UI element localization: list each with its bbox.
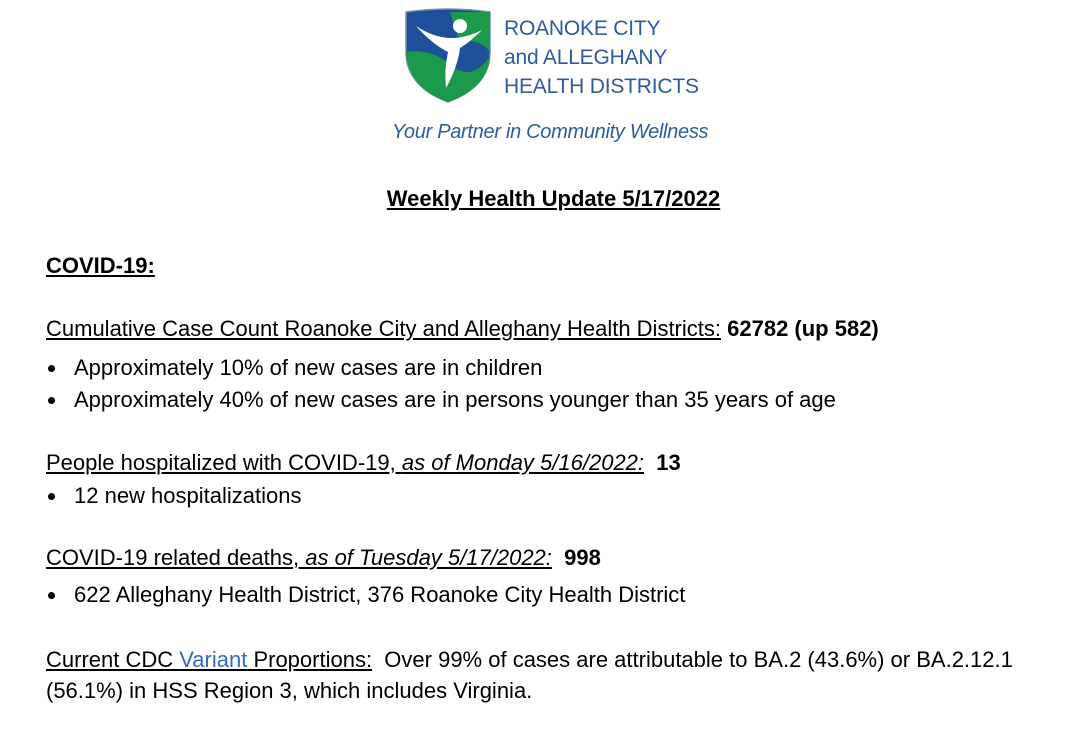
cases-value: 62782 (up 582)	[727, 316, 879, 341]
person-figure-shield-icon	[402, 8, 494, 104]
page-title-text: Weekly Health Update 5/17/2022	[386, 186, 721, 211]
deaths-value: 998	[564, 545, 601, 570]
variants-text: Over 99% of cases are attributable to BA.2 (43.6%) or BA.2.12.1 (56.1%) in HSS Region 3, which includes Virginia.	[46, 647, 1013, 703]
cases-section	[46, 314, 1061, 416]
logo-line-3: HEALTH DISTRICTS	[504, 75, 699, 98]
list-item: Approximately 10% of new cases are in children	[46, 352, 1061, 384]
tagline: Your Partner in Community Wellness	[392, 121, 709, 143]
page-title	[0, 186, 1081, 212]
deaths-label-date: as of Tuesday 5/17/2022:	[305, 545, 552, 570]
logo	[402, 8, 702, 108]
list-item: 12 new hospitalizations	[46, 480, 1061, 512]
variant-link[interactable]: Variant	[179, 647, 248, 672]
list-item: Approximately 40% of new cases are in persons younger than 35 years of age	[46, 384, 1061, 416]
covid-heading: COVID-19:	[46, 253, 155, 278]
deaths-label-prefix: COVID-19 related deaths,	[46, 545, 306, 570]
hospitalized-section	[46, 448, 1061, 512]
hospitalized-label-date: as of Monday 5/16/2022:	[401, 450, 645, 475]
deaths-label	[46, 545, 552, 570]
hospitalized-value: 13	[656, 450, 681, 475]
variants-label	[46, 647, 372, 672]
variants-section	[46, 644, 1061, 706]
variants-label-suffix: Proportions:	[247, 647, 373, 672]
list-item: 622 Alleghany Health District, 376 Roanoke City Health District	[46, 579, 1061, 611]
logo-line-1: ROANOKE CITY	[504, 17, 661, 40]
variants-label-prefix: Current CDC	[46, 647, 180, 672]
hospitalized-label-prefix: People hospitalized with COVID-19,	[46, 450, 402, 475]
cases-bullets	[46, 352, 1061, 416]
deaths-section	[46, 543, 1061, 611]
logo-text	[504, 14, 699, 101]
cases-label: Cumulative Case Count Roanoke City and Alleghany Health Districts:	[46, 316, 721, 341]
covid-heading-section	[46, 251, 1061, 281]
hospitalized-label	[46, 450, 644, 475]
hospitalized-bullets	[46, 480, 1061, 512]
logo-line-2: and ALLEGHANY	[504, 46, 668, 69]
deaths-bullets	[46, 579, 1061, 611]
